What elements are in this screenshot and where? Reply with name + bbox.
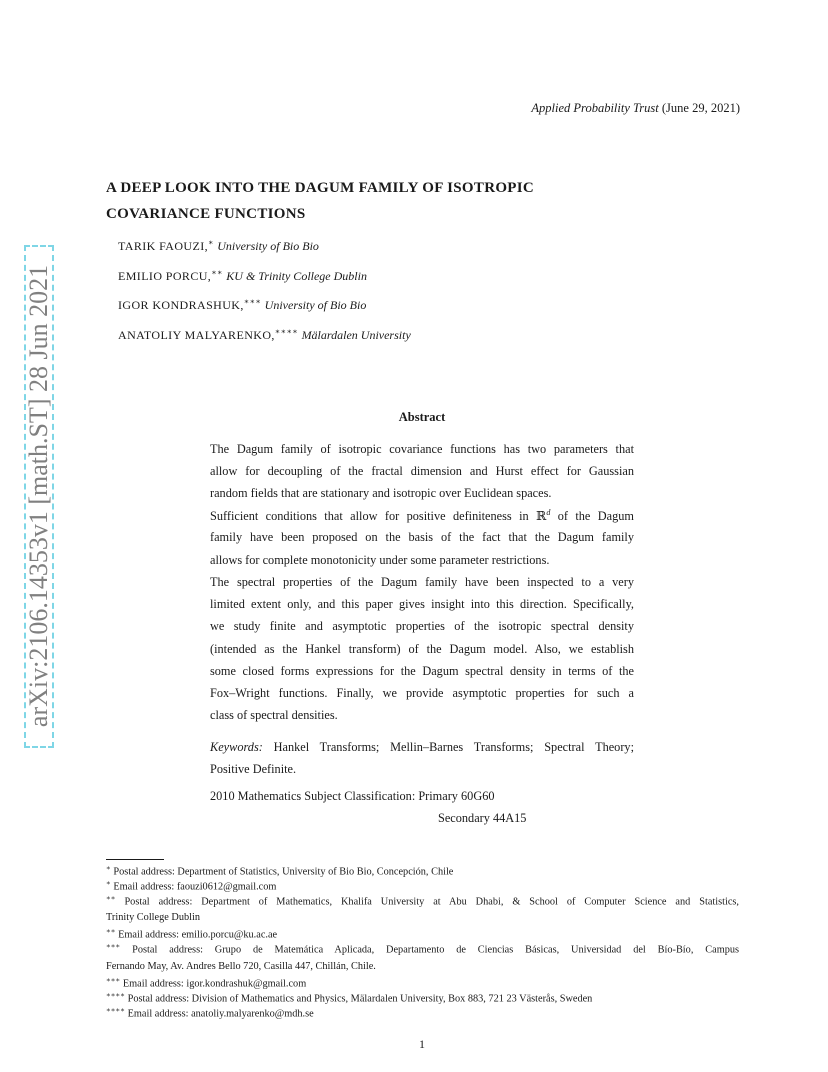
footnote-mark: ∗ <box>106 879 111 887</box>
footnote <box>106 991 592 1004</box>
abstract-line: The Dagum family of isotropic covariance functions has two parameters that <box>210 442 634 456</box>
author-2 <box>118 268 367 284</box>
footnote <box>106 879 276 892</box>
real-space-symbol: ℝ <box>536 509 547 524</box>
abstract-line: allow for decoupling of the fractal dimension and Hurst effect for Gaussian <box>210 464 634 478</box>
paper-title-line-2: COVARIANCE FUNCTIONS <box>106 206 306 222</box>
author-mark: ∗∗ <box>211 268 223 277</box>
abstract-line: limited extent only, and this paper gives insight into this direction. Specifically, <box>210 597 634 611</box>
footnote-text: Postal address: Division of Mathematics and Physics, Mälardalen University, Box 883, 721 23 Västerås, Sweden <box>127 993 593 1005</box>
author-affiliation: KU & Trinity College Dublin <box>226 269 367 283</box>
abstract-line <box>210 508 634 524</box>
footnote <box>106 976 306 989</box>
footnote-mark: ∗ <box>106 864 111 872</box>
footnote-continuation: Trinity College Dublin <box>106 912 201 923</box>
arxiv-stamp-text[interactable]: arXiv:2106.14353v1 [math.ST] 28 Jun 2021 <box>24 264 53 728</box>
author-4 <box>118 327 411 343</box>
abstract-text: Sufficient conditions that allow for positive definiteness in <box>210 509 537 524</box>
author-affiliation: University of Bio Bio <box>217 239 319 253</box>
msc-primary: 2010 Mathematics Subject Classification: Primary 60G60 <box>210 789 495 803</box>
paper-title-line-1: A DEEP LOOK INTO THE DAGUM FAMILY OF ISOTROPIC <box>106 180 535 196</box>
footnote-text[interactable]: Email address: anatoliy.malyarenko@mdh.se <box>127 1008 314 1020</box>
abstract-line: family have been proposed on the basis of the fact that the Dagum family <box>210 530 634 544</box>
footnote-text[interactable]: Email address: faouzi0612@gmail.com <box>113 881 277 893</box>
footnote <box>106 927 277 940</box>
abstract-line: class of spectral densities. <box>210 708 338 722</box>
footnote <box>106 894 739 907</box>
footnote-text[interactable]: Email address: igor.kondrashuk@gmail.com <box>122 978 307 990</box>
footnote <box>106 1006 314 1019</box>
footnote-text: Postal address: Department of Statistics, University of Bio Bio, Concepción, Chile <box>113 866 454 878</box>
footnote <box>106 864 453 877</box>
abstract-heading: Abstract <box>398 410 446 424</box>
keywords-label: Keywords: <box>210 740 263 754</box>
keywords-line-2: Positive Definite. <box>210 762 297 776</box>
abstract-line: Fox–Wright functions. Finally, we provide asymptotic properties for such a <box>210 686 634 700</box>
footnote-text[interactable]: Email address: emilio.porcu@ku.ac.ae <box>118 929 278 941</box>
author-affiliation: University of Bio Bio <box>264 298 367 312</box>
keywords-text: Hankel Transforms; Mellin–Barnes Transforms; Spectral Theory; <box>273 740 634 754</box>
msc-secondary: Secondary 44A15 <box>438 811 527 825</box>
author-name: EMILIO PORCU, <box>118 269 212 283</box>
author-mark: ∗ <box>208 238 214 247</box>
author-mark: ∗∗∗ <box>243 297 262 306</box>
footnote-continuation: Fernando May, Av. Andres Bello 720, Casilla 447, Chillán, Chile. <box>106 961 376 972</box>
footnote-rule <box>106 859 164 860</box>
abstract-line: The spectral properties of the Dagum family have been inspected to a very <box>210 575 634 589</box>
abstract-line: we study finite and asymptotic properties of the isotropic spectral density <box>210 619 634 633</box>
footnote-mark: ∗∗∗∗ <box>106 991 126 999</box>
abstract-line: random fields that are stationary and isotropic over Euclidean spaces. <box>210 486 552 500</box>
author-affiliation: Mälardalen University <box>301 328 411 342</box>
author-mark: ∗∗∗∗ <box>274 327 299 336</box>
abstract-line: allows for complete monotonicity under some parameter restrictions. <box>210 553 550 567</box>
footnote-mark: ∗∗ <box>106 894 116 902</box>
page-number: 1 <box>419 1037 425 1051</box>
author-1 <box>118 238 319 254</box>
footnote-text: Postal address: Department of Mathematics, Khalifa University at Abu Dhabi, & School of Computer Science and Statistics, <box>124 896 739 908</box>
journal-name: Applied Probability Trust <box>531 101 659 115</box>
abstract-text: of the Dagum <box>550 509 634 524</box>
author-name: TARIK FAOUZI, <box>118 239 209 253</box>
author-name: ANATOLIY MALYARENKO, <box>118 328 275 342</box>
footnote-mark: ∗∗∗ <box>106 976 121 984</box>
abstract-line: some closed forms expressions for the Dagum spectral density in terms of the <box>210 664 634 678</box>
author-name: IGOR KONDRASHUK, <box>118 298 244 312</box>
footnote <box>106 942 739 955</box>
keywords-line-1 <box>210 740 634 755</box>
footnote-mark: ∗∗ <box>106 927 116 935</box>
footnote-mark: ∗∗∗ <box>106 942 121 950</box>
footnote-mark: ∗∗∗∗ <box>106 1006 126 1014</box>
journal-date: (June 29, 2021) <box>661 101 740 115</box>
dimension-sup: d <box>546 508 551 517</box>
footnote-text: Postal address: Grupo de Matemática Aplicada, Departamento de Ciencias Básicas, Universidad del Bío-Bío, Campus <box>132 944 740 956</box>
author-3 <box>118 297 366 313</box>
abstract-line: (intended as the Hankel transform) of the Dagum model. Also, we establish <box>210 642 634 656</box>
journal-header <box>531 101 740 116</box>
